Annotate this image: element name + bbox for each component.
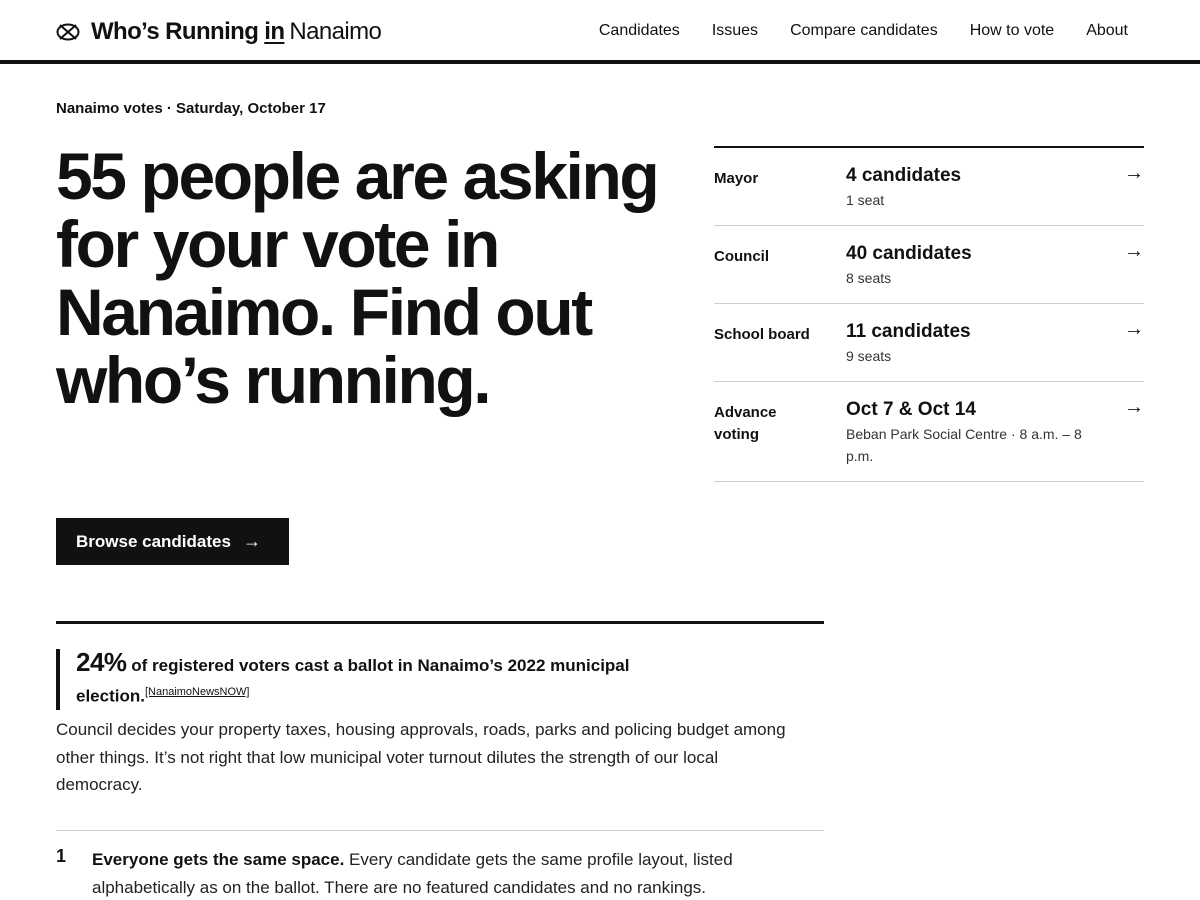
race-candidate-count: 4 candidates <box>846 165 962 186</box>
principle-description: Every candidate gets the same profile layout, listed alphabetically as on the ballot. There are no featured candidates and no rankings. <box>92 850 733 897</box>
race-candidate-count: 11 candidates <box>846 321 971 342</box>
hero-headline: 55 people are asking for your vote in Nanaimo. Find out who’s running. <box>56 139 658 417</box>
turnout-text-line <box>76 649 696 710</box>
race-row-council[interactable] <box>714 226 1144 304</box>
race-label: Mayor <box>714 170 759 187</box>
principle-number: 1 <box>56 846 67 866</box>
principle-item <box>56 846 824 900</box>
main-nav <box>567 20 1128 42</box>
arrow-right-icon: → <box>1124 240 1144 262</box>
arrow-right-icon: → <box>242 531 261 551</box>
principle-text <box>92 846 824 900</box>
ballot-mark-icon <box>56 20 80 44</box>
race-candidate-count: 40 candidates <box>846 243 972 264</box>
section-divider <box>56 621 824 624</box>
race-seats: 8 seats <box>846 270 892 286</box>
race-row-mayor[interactable] <box>714 148 1144 226</box>
brand-whos: Who’s Running <box>91 18 259 45</box>
turnout-text: of registered voters cast a ballot in Nanaimo’s 2022 municipal election. <box>76 656 630 706</box>
citation-link[interactable]: [NanaimoNewsNOW] <box>144 686 250 698</box>
browse-candidates-label: Browse candidates <box>76 531 231 551</box>
race-label: Council <box>714 248 769 265</box>
arrow-right-icon: → <box>1124 162 1144 184</box>
nav-about[interactable]: About <box>1086 22 1128 39</box>
nav-compare-candidates[interactable]: Compare candidates <box>790 22 938 39</box>
site-header <box>0 0 1200 64</box>
nav-candidates[interactable]: Candidates <box>598 22 680 39</box>
advance-voting-dates: Oct 7 & Oct 14 <box>846 399 976 420</box>
races-list <box>714 146 1144 482</box>
race-seats: 9 seats <box>846 348 892 364</box>
list-divider <box>56 830 824 831</box>
turnout-stat: 24% <box>76 647 127 677</box>
arrow-right-icon: → <box>1124 318 1144 340</box>
principle-title: Everyone gets the same space. <box>92 850 345 869</box>
brand-title <box>91 18 381 46</box>
advance-voting-location: Beban Park Social Centre · 8 a.m. – 8 p.m. <box>846 426 1082 464</box>
race-label: Advance voting <box>714 404 777 443</box>
race-seats: 1 seat <box>846 192 885 208</box>
brand-city: Nanaimo <box>289 18 382 45</box>
brand-logo-link[interactable] <box>56 16 381 48</box>
browse-candidates-button[interactable] <box>56 518 289 565</box>
intro-paragraph: Council decides your property taxes, housing approvals, roads, parks and policing budget among other things. It’s not right that low municipal voter turnout dilutes the strength of our local democracy. <box>56 720 786 794</box>
nav-issues[interactable]: Issues <box>711 22 759 39</box>
brand-in: in <box>264 18 285 45</box>
turnout-callout <box>56 649 696 710</box>
race-row-school-board[interactable] <box>714 304 1144 382</box>
arrow-right-icon: → <box>1124 396 1144 418</box>
nav-how-to-vote[interactable]: How to vote <box>969 22 1055 39</box>
race-row-advance-voting[interactable] <box>714 382 1144 482</box>
election-date-eyebrow: Nanaimo votes · Saturday, October 17 <box>56 100 326 117</box>
race-label: School board <box>714 326 810 343</box>
